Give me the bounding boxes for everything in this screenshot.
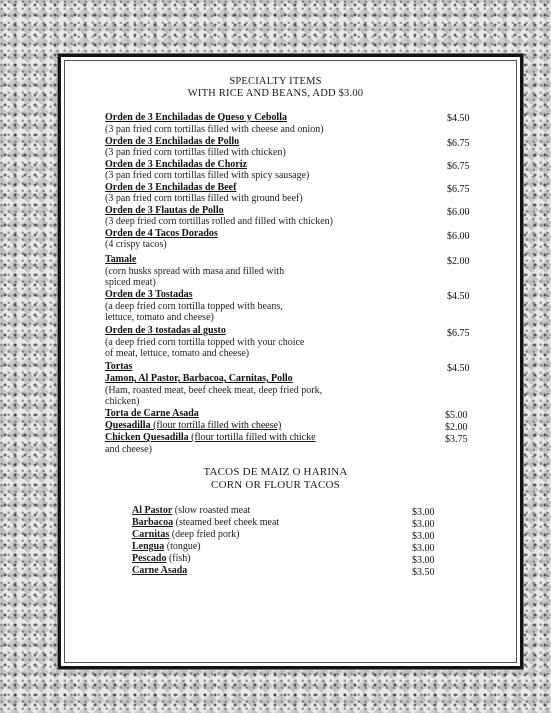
menu-item-desc: lettuce, tomato and cheese) [105,312,214,323]
taco-price: $3.00 [412,519,435,530]
menu-item-name: Tamale [105,254,137,265]
menu-item-name: Orden de 3 Enchiladas de Beef [105,182,237,193]
menu-item-name: Orden de 3 Tostadas [105,289,193,300]
taco-item: Carne Asada [132,565,188,576]
tacos-subtitle: CORN OR FLOUR TACOS [211,479,340,491]
taco-price: $3.50 [412,567,435,578]
menu-item-desc: and cheese) [105,444,152,455]
menu-item-price: $6.75 [447,184,470,195]
menu-item-price: $3.75 [445,434,468,445]
menu-item-desc: (corn husks spread with masa and filled with [105,266,285,277]
menu-item-price: $6.75 [447,328,470,339]
menu-item-desc: (3 pan fried corn tortillas filled with cheese and onion) [105,124,324,135]
menu-item-desc: (4 crispy tacos) [105,239,167,250]
menu-item-name: Jamon, Al Pastor, Barbacoa, Carnitas, Pollo [105,373,293,384]
menu-item-price: $4.50 [447,113,470,124]
taco-price: $3.00 [412,543,435,554]
menu-item-name: Orden de 4 Tacos Dorados [105,228,218,239]
taco-price: $3.00 [412,507,435,518]
taco-item: Pescado (fish) [132,553,191,564]
tacos-title: TACOS DE MAIZ O HARINA [203,466,348,478]
menu-item-name: Torta de Carne Asada [105,408,199,419]
menu-item-price: $2.00 [445,422,468,433]
taco-item: Al Pastor (slow roasted meat [132,505,251,516]
menu-item-price: $2.00 [447,256,470,267]
taco-price: $3.00 [412,555,435,566]
menu-item-name: Orden de 3 Enchiladas de Queso y Cebolla [105,112,287,123]
menu-item-name: Orden de 3 Enchiladas de Pollo [105,136,240,147]
menu-item-desc: (3 pan fried corn tortillas filled with chicken) [105,147,286,158]
menu-item-desc: (3 pan fried corn tortillas filled with ground beef) [105,193,303,204]
menu-item-desc: (Ham, roasted meat, beef cheek meat, deep fried pork, [105,385,323,396]
taco-item: Lengua (tongue) [132,541,201,552]
taco-item: Carnitas (deep fried pork) [132,529,240,540]
menu-item-desc: (a deep fried corn tortilla topped with your choice [105,337,305,348]
menu-item-desc: (flour tortilla filled with chicke [188,432,316,443]
menu-item-price: $6.75 [447,138,470,149]
menu-item-price: $4.50 [447,291,470,302]
menu-item-desc: chicken) [105,396,140,407]
menu-item-desc: (a deep fried corn tortilla topped with beans, [105,301,283,312]
menu-item-name: Orden de 3 Flautas de Pollo [105,205,224,216]
menu-item-price: $6.00 [447,207,470,218]
menu-item-name: Tortas [105,361,133,372]
menu-item-desc: spiced meat) [105,277,156,288]
specialty-title: SPECIALTY ITEMS [229,76,322,87]
specialty-subtitle: WITH RICE AND BEANS, ADD $3.00 [187,88,364,99]
menu-item-name: Chicken Quesadilla (flour tortilla filled with chicke [105,432,316,443]
taco-item: Barbacoa (steamed beef cheek meat [132,517,280,528]
taco-price: $3.00 [412,531,435,542]
menu-item-desc: (3 pan fried corn tortillas filled with spicy sausage) [105,170,310,181]
menu-item-price: $5.00 [445,410,468,421]
menu-item-desc: (flour tortilla filled with cheese) [150,420,282,431]
menu-item-name: Quesadilla (flour tortilla filled with cheese) [105,420,282,431]
menu-item-price: $4.50 [447,363,470,374]
menu-item-name: Orden de 3 Enchiladas de Choriz [105,159,247,170]
menu-item-desc: (3 deep fried corn tortillas rolled and filled with chicken) [105,216,333,227]
menu-item-price: $6.00 [447,231,470,242]
menu-item-desc: of meat, lettuce, tomato and cheese) [105,348,250,359]
menu-item-price: $6.75 [447,161,470,172]
menu-item-name: Orden de 3 tostadas al gusto [105,325,226,336]
